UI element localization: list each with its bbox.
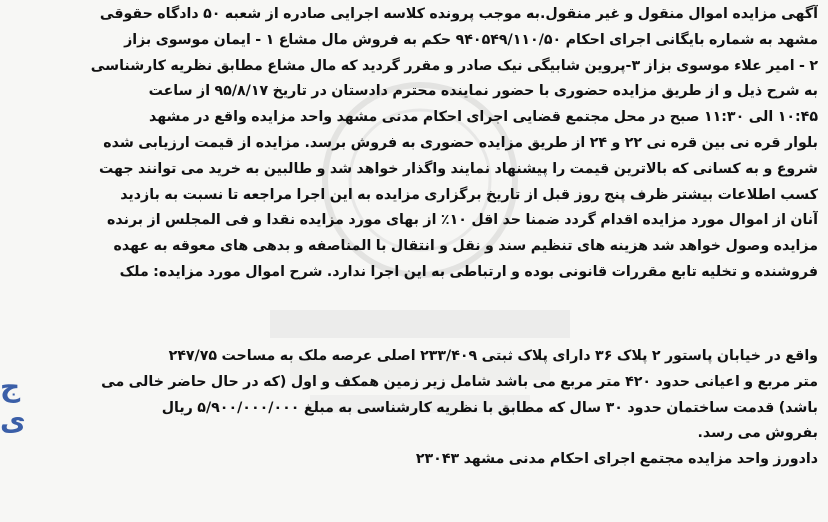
notice-line: مشهد به شماره بایگانی اجرای احکام ۹۴۰۵۴۹/۱۱۰/۵۰ حکم به فروش مال مشاع ۱ - ایمان موسوی بزاز: [124, 31, 818, 48]
notice-line: ۱۰:۴۵ الی ۱۱:۳۰ صبح در محل مجتمع قضایی اجرای احکام مدنی مشهد واحد مزایده واقع در مشهد: [149, 109, 818, 126]
property-line: باشد) قدمت ساختمان حدود ۳۰ سال که مطابق با نظریه کارشناسی به مبلغ ۵/۹۰۰/۰۰۰/۰۰۰ ریال: [161, 399, 818, 416]
property-line: بفروش می رسد.: [697, 425, 818, 442]
property-line: متر مربع و اعیانی حدود ۴۲۰ متر مربع می باشد شامل زیر زمین همکف و اول (که در حال حاضر خالی می: [101, 373, 818, 390]
notice-line: آنان از اموال مورد مزایده اقدام گردد ضمنا حد اقل ۱۰٪ از بهای مورد مزایده نقدا و فی المجلس از برنده: [107, 212, 818, 229]
notice-line: آگهی مزایده اموال منقول و غیر منقول.به موجب پرونده کلاسه اجرایی صادره از شعبه ۵۰ دادگاه حقوقی: [99, 6, 818, 22]
property-line: واقع در خیابان پاستور ۲ پلاک ۳۶ دارای پلاک ثبتی ۲۳۳/۴۰۹ اصلی عرصه ملک به مساحت ۲۴۷/۷۵: [168, 348, 818, 364]
notice-line: فروشنده و تخلیه تابع مقررات قانونی بوده و ارتباطی به این اجرا ندارد. شرح اموال مورد مزایده: ملک: [119, 263, 818, 280]
notice-line: به شرح ذیل و از طریق مزایده حضوری با حضور نماینده محترم دادستان در تاریخ ۹۵/۸/۱۷ از ساعت: [148, 83, 818, 100]
auction-notice-paragraph: [10, 2, 818, 332]
signature-line: دادورز واحد مزایده مجتمع اجرای احکام مدنی مشهد ۲۳۰۴۳: [415, 451, 818, 468]
notice-line: مزایده وصول خواهد شد هزینه های تنظیم سند و نقل و انتقال با المناصفه و بدهی های معوقه به عهده: [113, 238, 818, 255]
notice-line: ۲ - امیر علاء موسوی بزاز ۳-پروین شابیگی نیک صادر و مقرر گردید که مال مشاع مطابق نظریه کارشناسی: [90, 57, 818, 74]
notice-line: شروع و به کسانی که بالاترین قیمت را پیشنهاد نمایند واگذار خواهد شد و طالبین به خرید می توانند جهت: [98, 160, 818, 177]
notice-line: کسب اطلاعات بیشتر ظرف پنج روز قبل از تاریخ برگزاری مزایده به این اجرا مراجعه تا نسبت به بازدید: [120, 186, 818, 203]
property-description: [18, 344, 818, 514]
edge-fragment-icon: ج ی: [0, 370, 26, 437]
notice-line: بلوار قره نی بین قره نی ۲۲ و ۲۴ از طریق مزایده حضوری به فروش برسد. مزایده از قیمت ارزیابی شده: [103, 134, 818, 151]
